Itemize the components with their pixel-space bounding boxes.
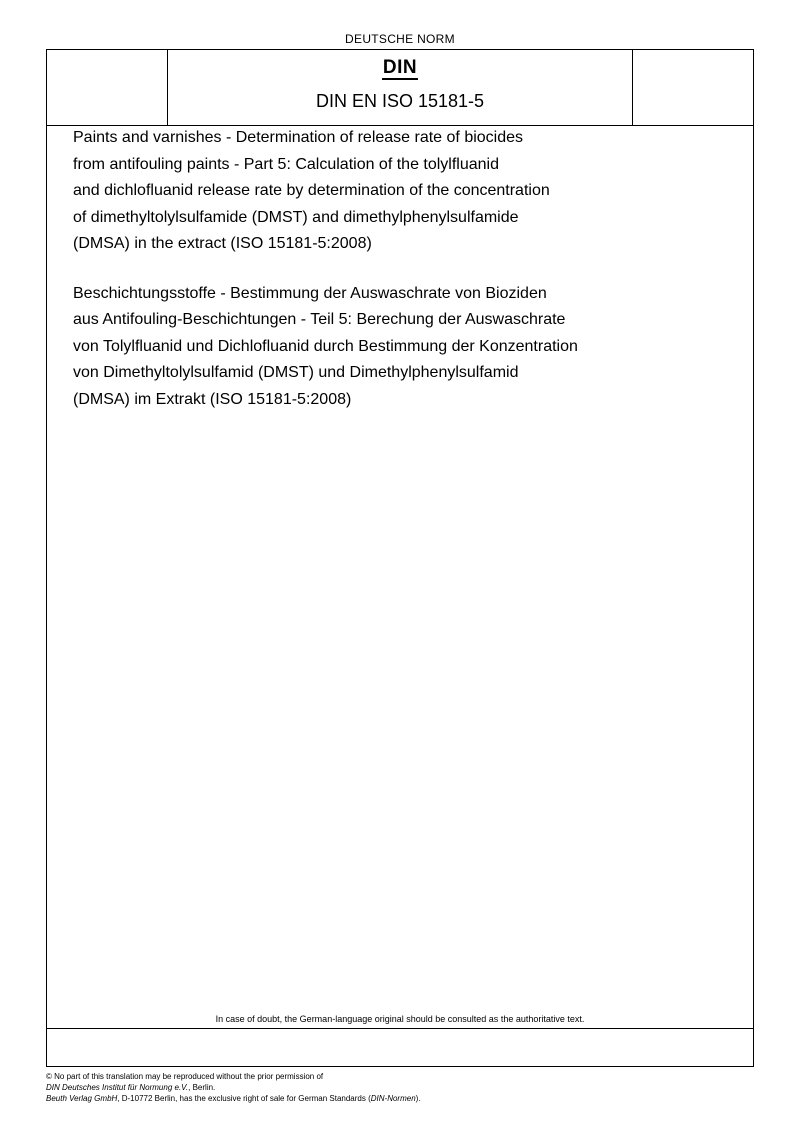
din-institute-name: DIN Deutsches Institut für Normung e.V.: [46, 1083, 189, 1092]
series-label: DEUTSCHE NORM: [345, 32, 455, 46]
footer-row: [47, 1028, 753, 1029]
header-row: [47, 50, 753, 126]
copyright-line-2: [46, 1082, 421, 1093]
authoritative-text-note: In case of doubt, the German-language original should be consulted as the authoritative text.: [215, 1014, 585, 1024]
copyright-line-2-rest: , Berlin.: [188, 1083, 216, 1092]
copyright-line-3: [46, 1093, 421, 1104]
header-right-cell: [632, 50, 753, 125]
copyright-line-3-mid: , D-10772 Berlin, has the exclusive right of sale for German Standards (: [117, 1094, 371, 1103]
titles-section: [73, 125, 673, 413]
copyright-line-3-end: ).: [415, 1094, 421, 1103]
document-number: DIN EN ISO 15181-5: [315, 91, 485, 111]
copyright-line-1: © No part of this translation may be reproduced without the prior permission of: [46, 1072, 324, 1081]
copyright-notice: [46, 1071, 421, 1104]
beuth-verlag-name: Beuth Verlag GmbH: [46, 1094, 118, 1103]
german-title: Beschichtungsstoffe - Bestimmung der Auswaschrate von Bioziden aus Antifouling-Beschichtungen - Teil 5: Berechung der Auswaschrate von Tolylfluanid und Dichlofluanid durch Bestimmung der Konzentration von Dimethyltolylsulfamid (DMST) und Dimethylphenylsulfamid (DMSA) im Extrakt (ISO 15181-5:2008): [73, 284, 578, 408]
din-logo-text: DIN: [382, 57, 418, 78]
english-title: Paints and varnishes - Determination of release rate of biocides from antifouling paints - Part 5: Calculation of the tolylfluanid and dichlofluanid release rate by determination of the concentration of dimethyltolylsulfamide (DMST) and dimethylphenylsulfamide (DMSA) in the extract (ISO 15181-5:2008): [73, 129, 550, 252]
din-normen-text: DIN-Normen: [370, 1094, 416, 1103]
